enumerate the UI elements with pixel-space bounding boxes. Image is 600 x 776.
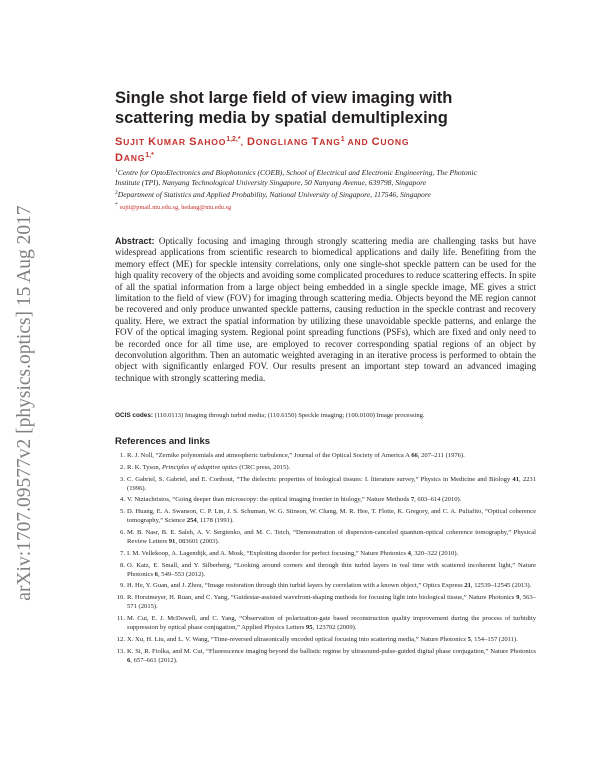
affiliations [115,168,480,215]
reference-item: 6. M. B. Nasr, B. E. Saleh, A. V. Sergienko, and M. C. Teich, “Demonstration of dispersion-canceled quantum-optical coherence tomography,” Physical Review Letters 91, 083601 (2003). [120,528,536,545]
affiliation-2: $^2$Department of Statistics and Applied Probability, National University of Singapore, 117546, Singapore [115,190,431,199]
reference-item: 3. C. Gabriel, S. Gabriel, and E. Corthout, “The dielectric properties of biological tissues: I. literature survey,” Physics in Medicine and Biology 41, 2231 (1996). [120,475,537,492]
abstract-label: Abstract: [115,236,155,246]
reference-item: 9. H. He, Y. Guan, and J. Zhou, “Image restoration through thin turbid layers by correlation with a known object,” Optics Express 21, 12539–12545 (2013). [120,582,532,590]
author-emails: * sujit@pmail.ntu.edu.sg, hedang@ntu.edu.sg [115,202,232,211]
paper-title [115,88,535,128]
reference-item: 2. R. K. Tyson, Principles of adaptive optics (CRC press, 2015). [120,463,291,471]
reference-item: 7. I. M. Vellekoop, A. Lagendijk, and A. Mosk, “Exploiting disorder for perfect focusing,” Nature Photonics 4, 320–322 (2010). [120,549,459,557]
reference-item: 4. V. Ntziachristos, “Going deeper than microscopy: the optical imaging frontier in biology,” Nature Methods 7, 603–614 (2010). [120,496,462,504]
reference-item: 11. M. Cui, E. J. McDowell, and C. Yang, “Observation of polarization-gate based reconstruction quality improvement during the process of turbidity suppression by optical phase conjugation,” Applied Physics Letters 95, 123702 (2009). [117,614,536,631]
email-links[interactable]: sujit@pmail.ntu.edu.sg, hedang@ntu.edu.sg [119,204,232,211]
author-1: SUJIT KUMAR $SAHOO^{1,2,*}$ [115,136,241,148]
reference-item: 5. D. Huang, E. A. Swanson, C. P. Lin, J. S. Schuman, W. G. Stinson, W. Chang, M. R. Hee, T. Flotte, K. Gregory, and C. A. Puliafito, “Optical coherence tomography,” Science 254, 1178 (1991). [120,508,536,525]
affiliation-1: $^1$Centre for OptoElectronics and Biophotonics (COEB), School of Electrical and Electronic Engineering, The Photonic Institute (TPI), Nanyang Technological University Singapore, 50 Nanyang Avenue, 639798, Singapore [115,168,477,187]
reference-item: 10. R. Horstmeyer, H. Ruan, and C. Yang, “Guidestar-assisted wavefront-shaping methods for focusing light into biological tissue,” Nature Photonics 9, 563–571 (2015). [116,594,537,611]
reference-list [115,451,536,667]
ocis-text: (110.0113) Imaging through turbid media; (110.6150) Speckle imaging; (100.0100) Image processing. [153,412,425,419]
reference-item: 12. X. Xu, H. Liu, and L. V. Wang, “Time-reversed ultrasonically encoded optical focusing into scattering media,” Nature Photonics 5, 154–157 (2011). [116,635,518,643]
title-line-1: Single shot large field of view imaging with [115,89,453,107]
author-3: CUONG $DANG^{1,*}$ [115,136,410,164]
arxiv-stamp: arXiv:1707.09577v2 [physics.optics] 15 Aug 2017 [14,205,35,601]
author-list: SUJIT KUMAR $SAHOO^{1,2,*}$, DONGLIANG TANG$^1$ AND CUONG $DANG^{1,*}$ [115,136,410,164]
ocis-label: OCIS codes: [115,412,153,419]
abstract-text: Optically focusing and imaging through strongly scattering media are challenging tasks but have widespread applications from scientific research to biomedical applications and daily life. Benefiting from the memory effect (ME) for speckle intensity correlations, only one single-shot speckle pattern can be used for the high quality recovery of the objects and avoiding some complicated procedures to reduce scattering effects. In spite of all the spatial information from a large object being embedded in a single speckle image, ME gives a strict limitation to the field of view (FOV) for imaging through scattering media. Objects beyond the ME region cannot be recovered and only produce unwanted speckle patterns, causing reduction in the speckle contrast and recovery quality. Here, we extract the spatial information by utilizing these unavoidable speckle patterns, and enlarge the FOV of the optical imaging system. Regional point spreading functions (PSFs), which are fixed and only need to be recorded once for all time use, are employed to recover corresponding spatial regions of an object by deconvolution algorithm. Then an automatic weighted averaging in an iterative process is performed to obtain the object with significantly enlarged FOV. Our results present an important step toward an advanced imaging technique with strongly scattering media. [115,236,536,383]
author-conjunction: AND [344,137,372,147]
ocis-codes [115,411,545,420]
reference-item: 13. K. Si, R. Fiolka, and M. Cui, “Fluorescence imaging beyond the ballistic regime by ultrasound-pulse-guided digital phase conjugation,” Nature Photonics 6, 657–661 (2012). [116,647,536,664]
author-2: DONGLIANG TANG$^1$ [247,136,345,148]
abstract [115,236,536,384]
reference-item: 1. R. J. Noll, “Zernike polynomials and atmospheric turbulence,” Journal of the Optical Society of America A 66, 207–211 (1976). [120,452,465,459]
title-line-2: scattering media by spatial demultiplexing [115,109,448,127]
reference-item: 8. O. Katz, E. Small, and Y. Silberberg, “Looking around corners and through thin turbid layers in real time with scattered incoherent light,” Nature Photonics 6, 549–553 (2012). [120,561,536,578]
references-heading: References and links [115,436,211,447]
